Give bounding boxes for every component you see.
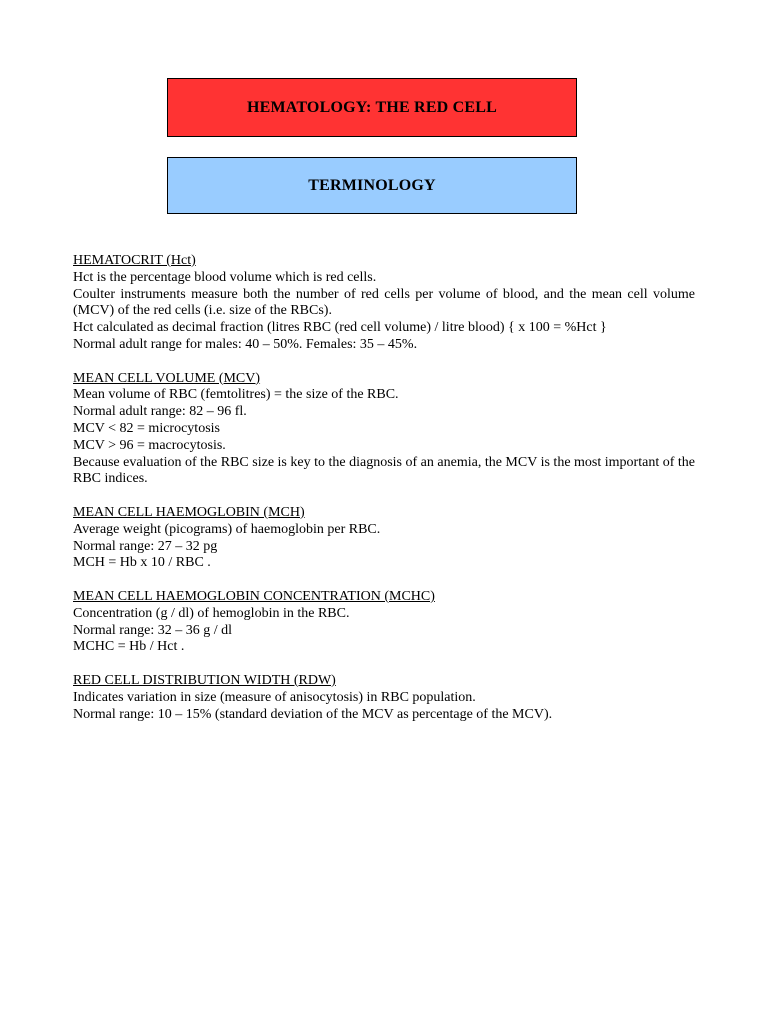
section-heading: MEAN CELL HAEMOGLOBIN (MCH) xyxy=(73,504,305,520)
paragraph-line: Because evaluation of the RBC size is key to the diagnosis of an anemia, the MCV is the most important of the RBC indices. xyxy=(73,454,695,487)
paragraph-line: Normal adult range: 82 – 96 fl. xyxy=(73,404,247,420)
page-title: HEMATOLOGY: THE RED CELL xyxy=(246,98,498,116)
title-banner xyxy=(167,78,577,137)
paragraph-line: Normal range: 10 – 15% (standard deviation of the MCV as percentage of the MCV). xyxy=(73,706,553,722)
paragraph-line: Normal range: 32 – 36 g / dl xyxy=(73,622,233,638)
page-subtitle: TERMINOLOGY xyxy=(308,176,436,194)
subtitle-banner xyxy=(167,157,577,214)
paragraph-line: MCV < 82 = microcytosis xyxy=(73,420,220,436)
section-hematocrit xyxy=(73,253,695,354)
paragraph-line: MCV > 96 = macrocytosis. xyxy=(73,437,226,453)
section-heading: HEMATOCRIT (Hct) xyxy=(73,253,196,268)
paragraph-line: Average weight (picograms) of haemoglobin per RBC. xyxy=(73,521,381,537)
paragraph-line: MCHC = Hb / Hct . xyxy=(73,639,185,655)
paragraph-line: Mean volume of RBC (femtolitres) = the size of the RBC. xyxy=(73,387,399,403)
section-rdw xyxy=(73,673,695,723)
section-mch xyxy=(73,505,695,572)
section-heading: RED CELL DISTRIBUTION WIDTH (RDW) xyxy=(73,672,336,688)
paragraph-line: MCH = Hb x 10 / RBC . xyxy=(73,555,211,571)
paragraph-line: Hct calculated as decimal fraction (litres RBC (red cell volume) / litre blood) { x 100 = %Hct } xyxy=(73,320,607,336)
section-mchc xyxy=(73,589,695,656)
section-heading: MEAN CELL VOLUME (MCV) xyxy=(73,370,261,386)
paragraph-line: Indicates variation in size (measure of anisocytosis) in RBC population. xyxy=(73,689,476,705)
paragraph-line: Coulter instruments measure both the number of red cells per volume of blood, and the mean cell volume (MCV) of the red cells (i.e. size of the RBCs). xyxy=(73,286,695,319)
paragraph-line: Concentration (g / dl) of hemoglobin in the RBC. xyxy=(73,605,350,621)
paragraph-line: Hct is the percentage blood volume which is red cells. xyxy=(73,269,377,285)
section-heading: MEAN CELL HAEMOGLOBIN CONCENTRATION (MCHC) xyxy=(73,588,435,604)
document-body xyxy=(73,253,695,740)
section-mcv xyxy=(73,371,695,489)
paragraph-line: Normal range: 27 – 32 pg xyxy=(73,538,218,554)
paragraph-line: Normal adult range for males: 40 – 50%. Females: 35 – 45%. xyxy=(73,336,418,352)
